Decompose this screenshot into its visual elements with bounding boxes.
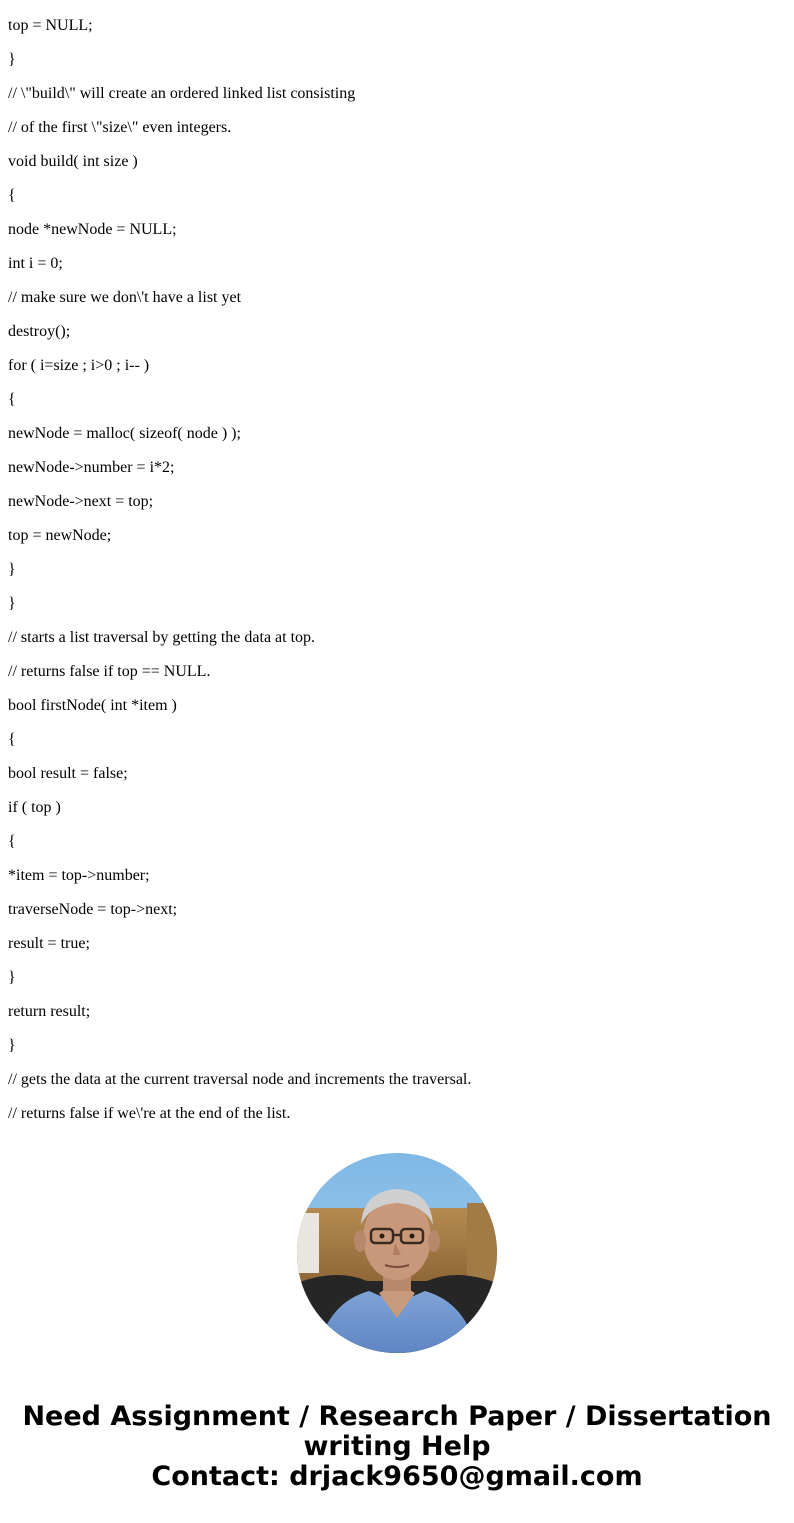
code-line: { xyxy=(8,833,16,850)
promo-contact: Contact: drjack9650@gmail.com xyxy=(151,1461,643,1492)
code-line: // returns false if top == NULL. xyxy=(8,663,211,680)
code-line: { xyxy=(8,391,16,408)
code-line: newNode->next = top; xyxy=(8,493,154,510)
code-line: // starts a list traversal by getting the data at top. xyxy=(8,629,316,646)
author-photo xyxy=(297,1153,497,1353)
code-line: newNode = malloc( sizeof( node ) ); xyxy=(8,425,241,442)
code-line: if ( top ) xyxy=(8,799,61,816)
code-listing xyxy=(8,16,778,1138)
code-line: // \"build\" will create an ordered linked list consisting xyxy=(8,85,356,102)
code-line: top = NULL; xyxy=(8,17,93,34)
code-line: { xyxy=(8,731,16,748)
promo-line-2: writing Help xyxy=(303,1431,491,1462)
code-line: // gets the data at the current traversal node and increments the traversal. xyxy=(8,1071,472,1088)
code-line: // make sure we don\'t have a list yet xyxy=(8,289,242,306)
code-line: { xyxy=(8,187,16,204)
code-line: destroy(); xyxy=(8,323,71,340)
code-line: } xyxy=(8,51,16,68)
code-line: *item = top->number; xyxy=(8,867,150,884)
code-line: } xyxy=(8,561,16,578)
code-line: } xyxy=(8,1037,16,1054)
code-line: } xyxy=(8,595,16,612)
code-line: top = newNode; xyxy=(8,527,112,544)
code-line: newNode->number = i*2; xyxy=(8,459,175,476)
code-line: for ( i=size ; i>0 ; i-- ) xyxy=(8,357,150,374)
code-line: } xyxy=(8,969,16,986)
code-line: // of the first \"size\" even integers. xyxy=(8,119,232,136)
portrait-icon xyxy=(297,1153,497,1353)
code-line: void build( int size ) xyxy=(8,153,138,170)
code-line: node *newNode = NULL; xyxy=(8,221,177,238)
promo-line-1: Need Assignment / Research Paper / Dissertation xyxy=(22,1401,772,1432)
code-line: // returns false if we\'re at the end of the list. xyxy=(8,1105,291,1122)
promo-banner xyxy=(0,1402,794,1492)
code-line: traverseNode = top->next; xyxy=(8,901,178,918)
code-line: bool firstNode( int *item ) xyxy=(8,697,177,714)
code-line: return result; xyxy=(8,1003,91,1020)
code-line: bool result = false; xyxy=(8,765,128,782)
code-line: int i = 0; xyxy=(8,255,63,272)
code-line: result = true; xyxy=(8,935,90,952)
